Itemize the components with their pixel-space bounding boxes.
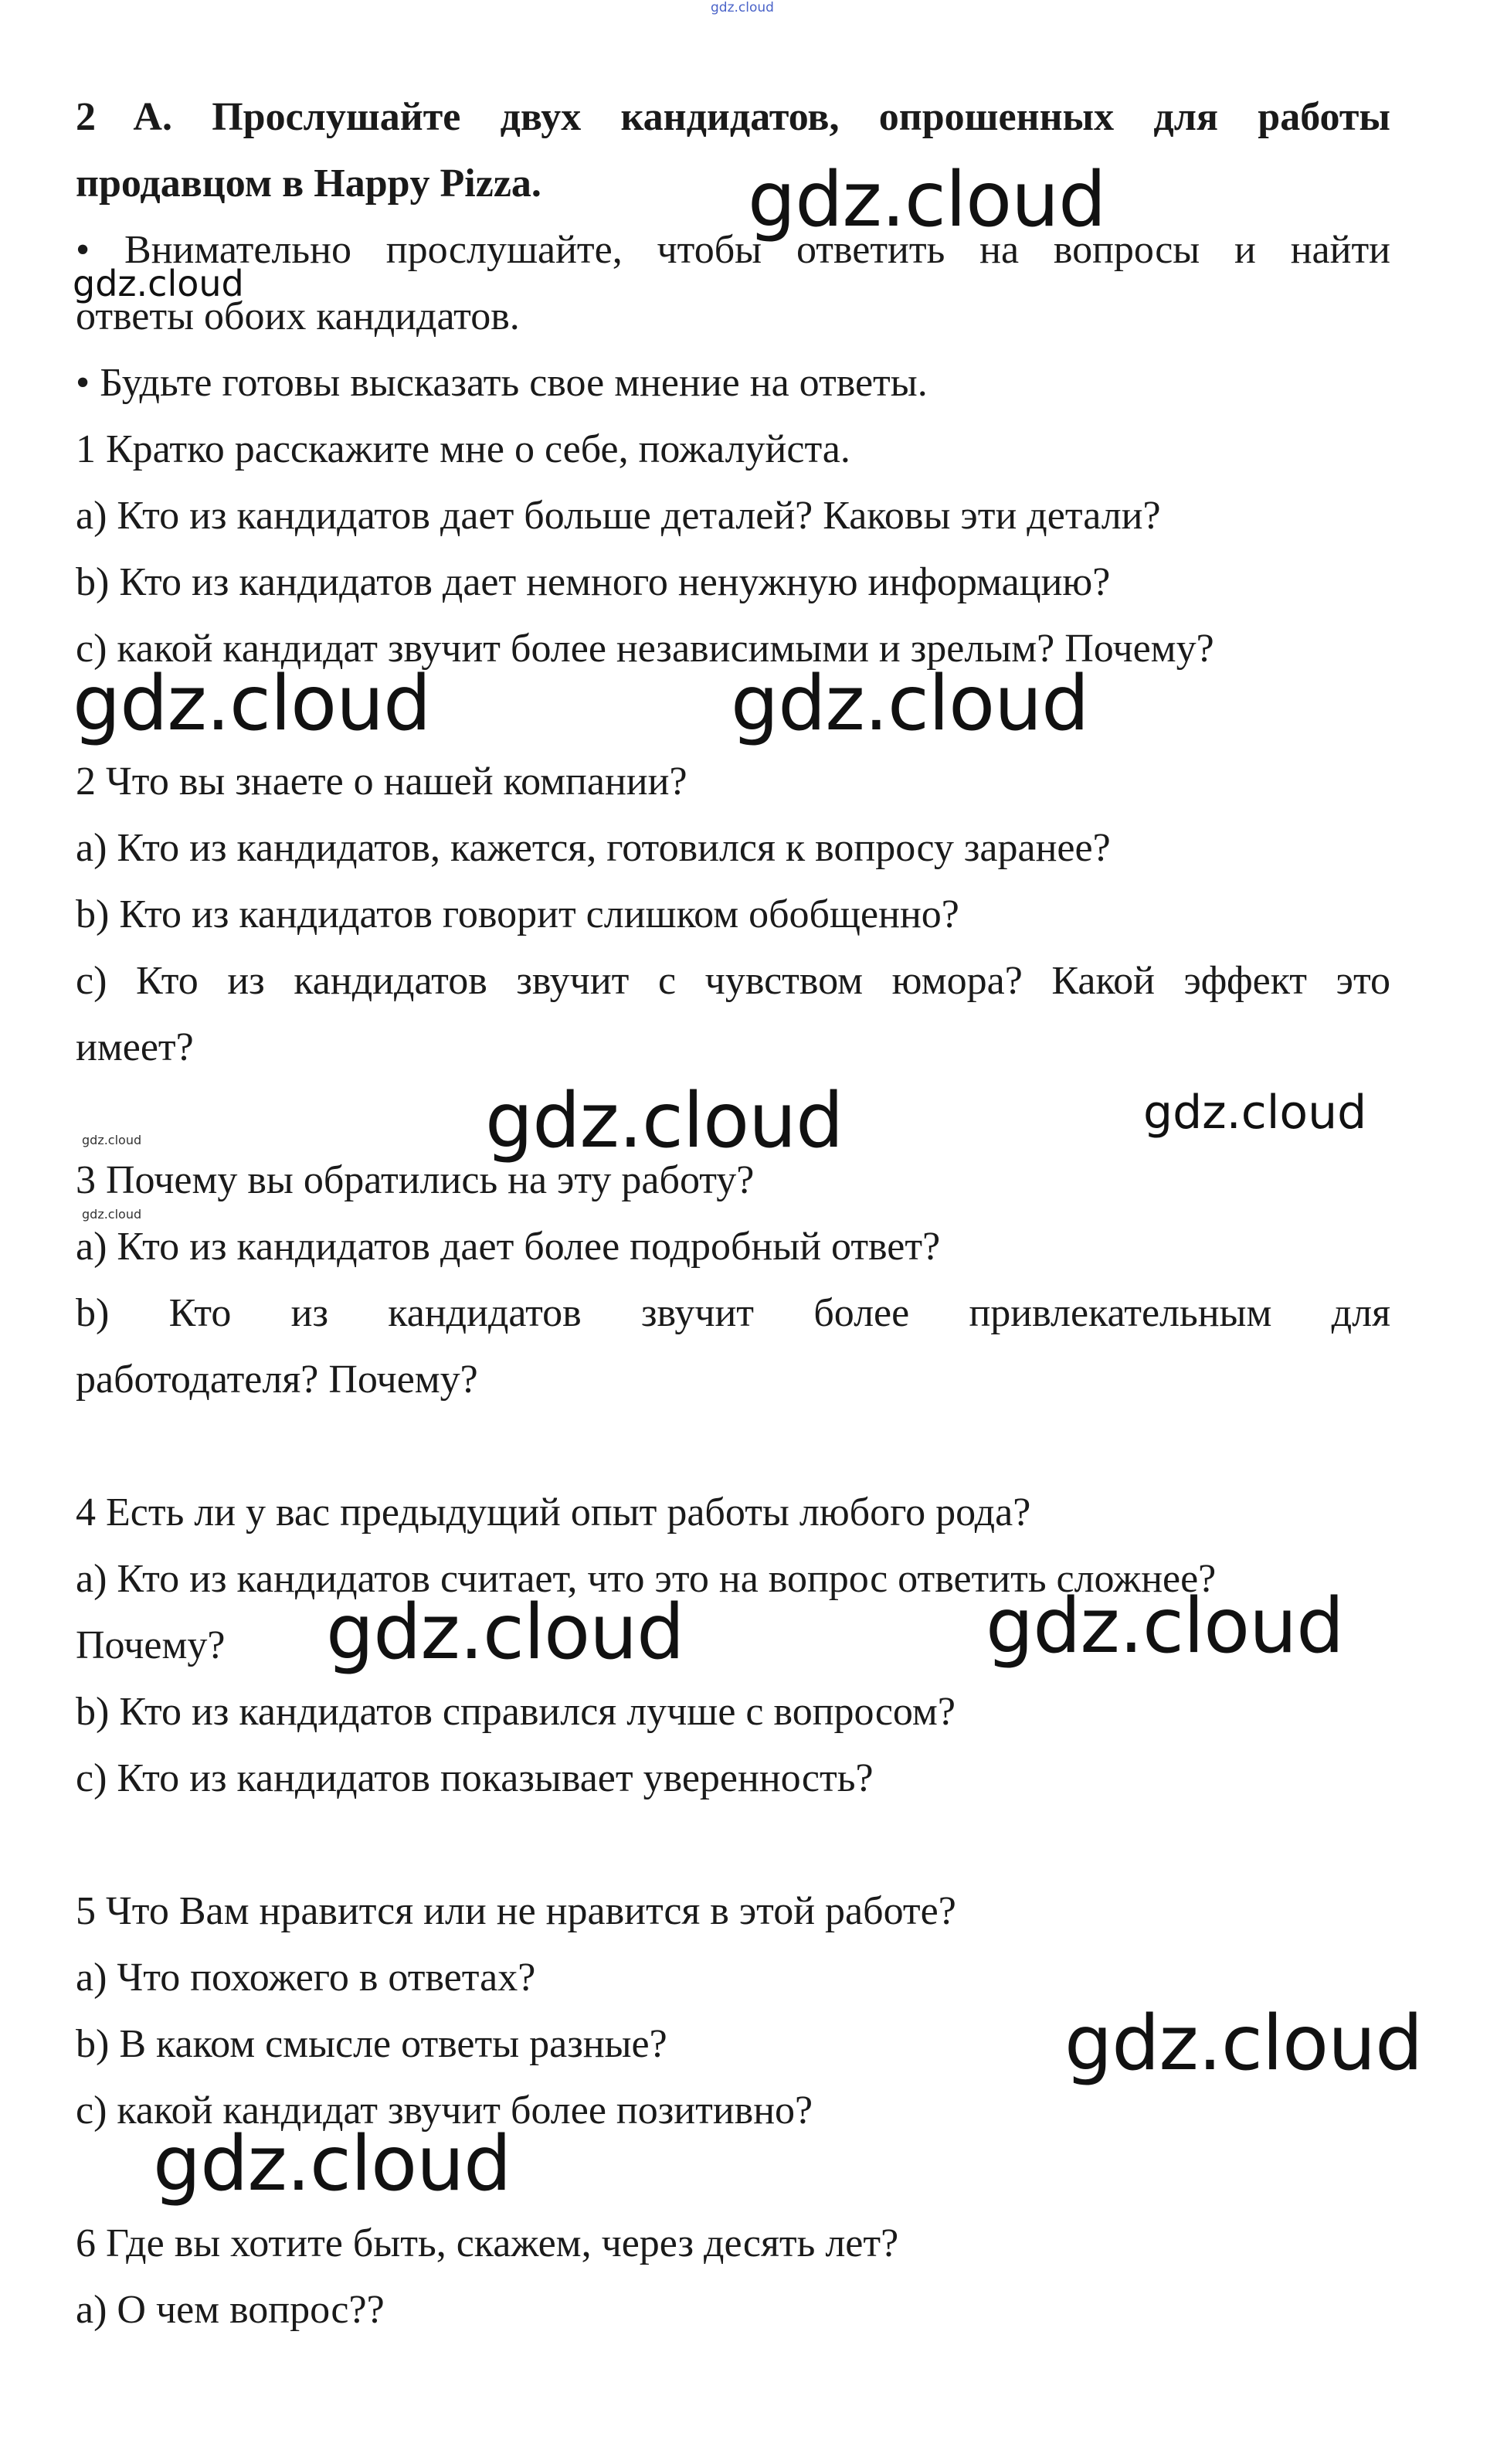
question-2-line-c: c) Кто из кандидатов звучит с чувством юмора? Какой эффект это (76, 959, 1390, 1003)
watermark: gdz.cloud (748, 156, 1106, 244)
watermark: gdz.cloud (153, 2120, 511, 2208)
question-1-line-a: a) Кто из кандидатов дает больше деталей? Каковы эти детали? (76, 494, 1161, 538)
watermark-top: gdz.cloud (711, 0, 774, 15)
task-bullet-1-line-2: ответы обоих кандидатов. (76, 294, 520, 338)
question-4-line-c: c) Кто из кандидатов показывает уверенность? (76, 1756, 874, 1800)
question-1-heading: 1 Кратко расскажите мне о себе, пожалуйста. (76, 427, 850, 471)
question-2-line-b: b) Кто из кандидатов говорит слишком обобщенно? (76, 892, 959, 936)
question-3-line-b: b) Кто из кандидатов звучит более привлекательным для (76, 1291, 1390, 1335)
question-5-line-b: b) В каком смысле ответы разные? (76, 2022, 667, 2066)
question-2-line-a: a) Кто из кандидатов, кажется, готовился к вопросу заранее? (76, 826, 1111, 870)
watermark: gdz.cloud (73, 660, 431, 748)
question-1-line-c: c) какой кандидат звучит более независимыми и зрелым? Почему? (76, 627, 1214, 671)
watermark: gdz.cloud (82, 1207, 142, 1222)
watermark: gdz.cloud (82, 1133, 142, 1147)
task-bullet-2: • Будьте готовы высказать свое мнение на ответы. (76, 361, 928, 405)
question-5-line-a: a) Что похожего в ответах? (76, 1956, 536, 2000)
question-5-line-c: c) какой кандидат звучит более позитивно? (76, 2088, 813, 2133)
task-title-line-2: продавцом в Happy Pizza. (76, 161, 541, 206)
question-2-heading: 2 Что вы знаете о нашей компании? (76, 760, 687, 804)
question-1-line-b: b) Кто из кандидатов дает немного ненужную информацию? (76, 560, 1111, 604)
question-3-line-b-cont: работодателя? Почему? (76, 1358, 478, 1402)
watermark: gdz.cloud (1064, 2000, 1423, 2088)
question-3-heading: 3 Почему вы обратились на эту работу? (76, 1158, 755, 1202)
question-4-line-a-cont: Почему? (76, 1623, 226, 1667)
question-3-line-a: a) Кто из кандидатов дает более подробный ответ? (76, 1225, 941, 1269)
question-2-line-c-cont: имеет? (76, 1025, 194, 1069)
watermark: gdz.cloud (326, 1589, 684, 1677)
task-bullet-1-line-1: • Внимательно прослушайте, чтобы ответить на вопросы и найти (76, 228, 1390, 272)
question-4-line-b: b) Кто из кандидатов справился лучше с вопросом? (76, 1690, 956, 1734)
question-4-heading: 4 Есть ли у вас предыдущий опыт работы любого рода? (76, 1490, 1031, 1534)
question-5-heading: 5 Что Вам нравится или не нравится в этой работе? (76, 1889, 956, 1933)
watermark: gdz.cloud (986, 1582, 1344, 1670)
question-4-line-a: a) Кто из кандидатов считает, что это на вопрос ответить сложнее? (76, 1557, 1217, 1601)
question-6-line-a: a) О чем вопрос?? (76, 2288, 385, 2332)
watermark: gdz.cloud (485, 1077, 844, 1165)
watermark: gdz.cloud (73, 263, 244, 304)
watermark: gdz.cloud (1143, 1086, 1367, 1140)
task-title-line-1: 2 A. Прослушайте двух кандидатов, опрошенных для работы (76, 95, 1390, 139)
watermark: gdz.cloud (731, 660, 1089, 748)
question-6-heading: 6 Где вы хотите быть, скажем, через десять лет? (76, 2221, 899, 2265)
